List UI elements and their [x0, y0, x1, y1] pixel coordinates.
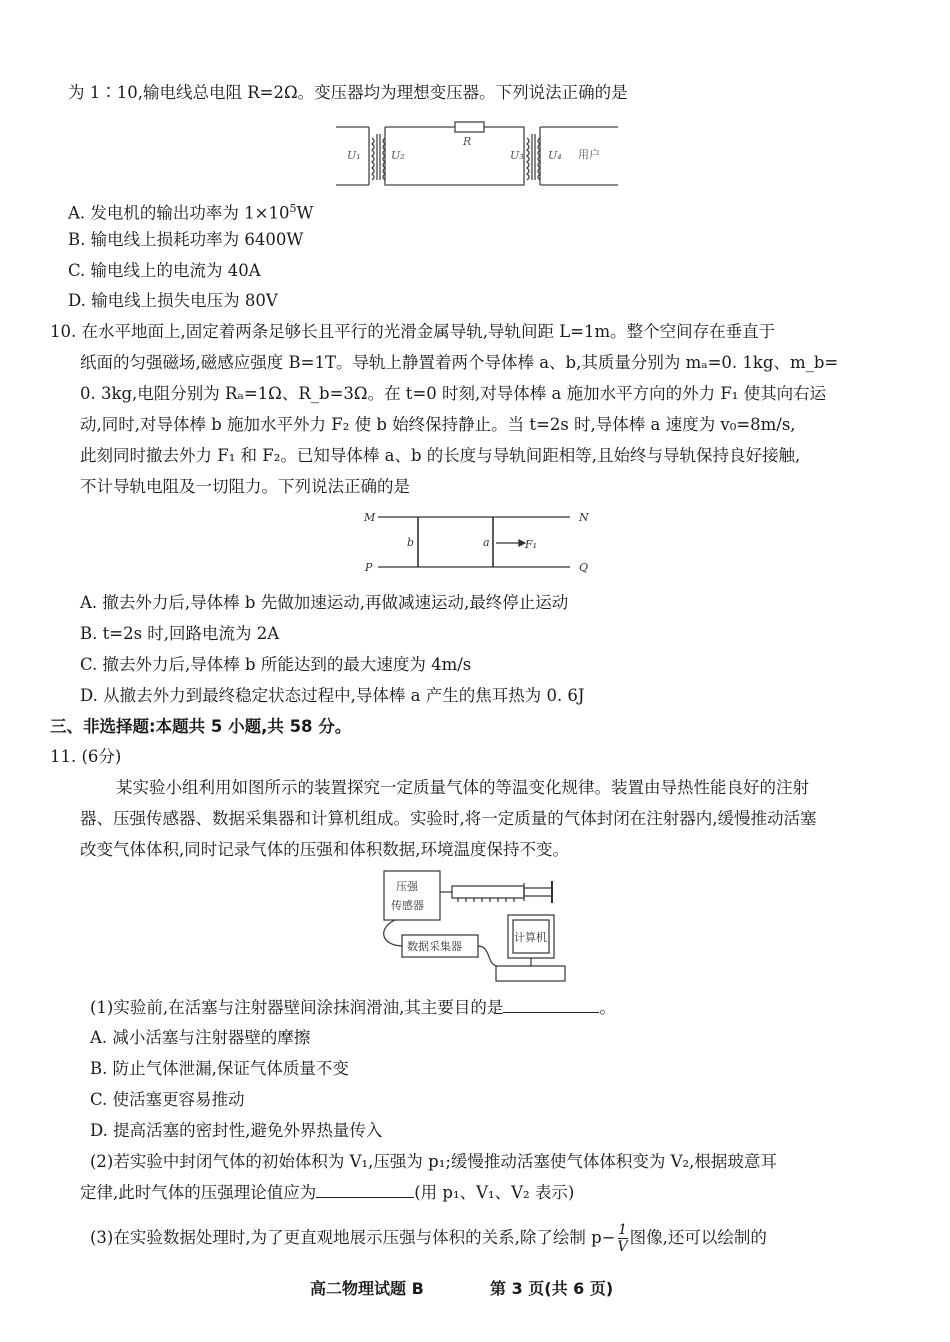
- q9-option-b: B. 输电线上损耗功率为 6400W: [68, 230, 304, 249]
- label-sensor-1: 压强: [396, 880, 418, 893]
- q11-sub3: (3)在实验数据处理时,为了更直观地展示压强与体积的关系,除了绘制 p− $\frac{1}{V}$ 图像,还可以绘制的: [90, 1222, 767, 1255]
- footer-page: 第 3 页(共 6 页): [490, 1279, 614, 1298]
- label-collector: 数据采集器: [407, 940, 462, 953]
- label-u3: U₃: [510, 149, 524, 162]
- q10-line-5: 此刻同时撤去外力 F₁ 和 F₂。已知导体棒 a、b 的长度与导轨间距相等,且始终与导轨保持良好接触,: [80, 446, 801, 465]
- section-title: 三、非选择题:本题共 5 小题,共 58 分。: [50, 717, 352, 736]
- label-q: Q: [579, 561, 589, 574]
- q10-line-6: 不计导轨电阻及一切阻力。下列说法正确的是: [80, 477, 410, 496]
- q11-para-1: 某实验小组利用如图所示的装置探究一定质量气体的等温变化规律。装置由导热性能良好的注射: [116, 778, 809, 797]
- q11-para-3: 改变气体体积,同时记录气体的压强和体积数据,环境温度保持不变。: [80, 840, 569, 859]
- q11-sub1-option-a: A. 减小活塞与注射器壁的摩擦: [90, 1028, 311, 1047]
- q10-option-d: D. 从撤去外力到最终稳定状态过程中,导体棒 a 产生的焦耳热为 0. 6J: [80, 686, 585, 705]
- footer-subject: 高二物理试题 B: [310, 1279, 424, 1298]
- q10-option-a: A. 撤去外力后,导体棒 b 先做加速运动,再做减速运动,最终停止运动: [80, 593, 569, 612]
- q10-option-b: B. t=2s 时,回路电流为 2A: [80, 624, 280, 643]
- q11-sub2-line-1: (2)若实验中封闭气体的初始体积为 V₁,压强为 p₁;缓慢推动活塞使气体体积变为 V₂,根据玻意耳: [90, 1152, 777, 1171]
- q11-sub1-option-c: C. 使活塞更容易推动: [90, 1090, 245, 1109]
- label-user: 用户: [578, 148, 600, 161]
- q11-sub2-line-2: 定律,此时气体的压强理论值应为 (用 p₁、V₁、V₂ 表示): [80, 1183, 575, 1202]
- label-u1: U₁: [347, 149, 361, 162]
- label-a: a: [483, 536, 490, 549]
- q9-option-d: D. 输电线上损失电压为 80V: [68, 291, 278, 310]
- q10-line-1: 10. 在水平地面上,固定着两条足够长且平行的光滑金属导轨,导轨间距 L=1m。整个空间存在垂直于: [50, 322, 776, 341]
- q9-stem: 为 1∶10,输电线总电阻 R=2Ω。变压器均为理想变压器。下列说法正确的是: [68, 83, 628, 102]
- label-b: b: [407, 536, 415, 549]
- label-f1: F₁: [525, 538, 538, 551]
- q10-line-3: 0. 3kg,电阻分别为 Rₐ=1Ω、R_b=3Ω。在 t=0 时刻,对导体棒 a 施加水平方向的外力 F₁ 使其向右运: [80, 384, 827, 403]
- q10-line-2: 纸面的匀强磁场,磁感应强度 B=1T。导轨上静置着两个导体棒 a、b,其质量分别为 mₐ=0. 1kg、m_b=: [80, 353, 839, 372]
- label-n: N: [579, 511, 589, 524]
- label-u4: U₄: [548, 149, 562, 162]
- label-r: R: [463, 135, 472, 148]
- label-sensor-2: 传感器: [391, 899, 424, 912]
- fraction-1-over-v: $\frac{1}{V}$: [617, 1222, 628, 1255]
- q9-option-c: C. 输电线上的电流为 40A: [68, 261, 261, 280]
- label-m: M: [364, 511, 376, 524]
- label-p: P: [365, 561, 373, 574]
- q9-option-a: A. 发电机的输出功率为 $1\times 10^5W$: [68, 202, 314, 223]
- q11-sub1-option-d: D. 提高活塞的密封性,避免外界热量传入: [90, 1121, 383, 1140]
- q11-sub1-option-b: B. 防止气体泄漏,保证气体质量不变: [90, 1059, 349, 1078]
- q10-option-c: C. 撤去外力后,导体棒 b 所能达到的最大速度为 4m/s: [80, 655, 472, 674]
- label-computer: 计算机: [514, 931, 547, 944]
- q11-para-2: 器、压强传感器、数据采集器和计算机组成。实验时,将一定质量的气体封闭在注射器内,缓慢推动活塞: [80, 809, 817, 828]
- q11-header: 11. (6分): [50, 747, 122, 766]
- q11-sub1: (1)实验前,在活塞与注射器壁间涂抹润滑油,其主要目的是 。: [90, 998, 616, 1017]
- q10-line-4: 动,同时,对导体棒 b 施加水平外力 F₂ 使 b 始终保持静止。当 t=2s 时,导体棒 a 速度为 v₀=8m/s,: [80, 415, 796, 434]
- label-u2: U₂: [391, 149, 405, 162]
